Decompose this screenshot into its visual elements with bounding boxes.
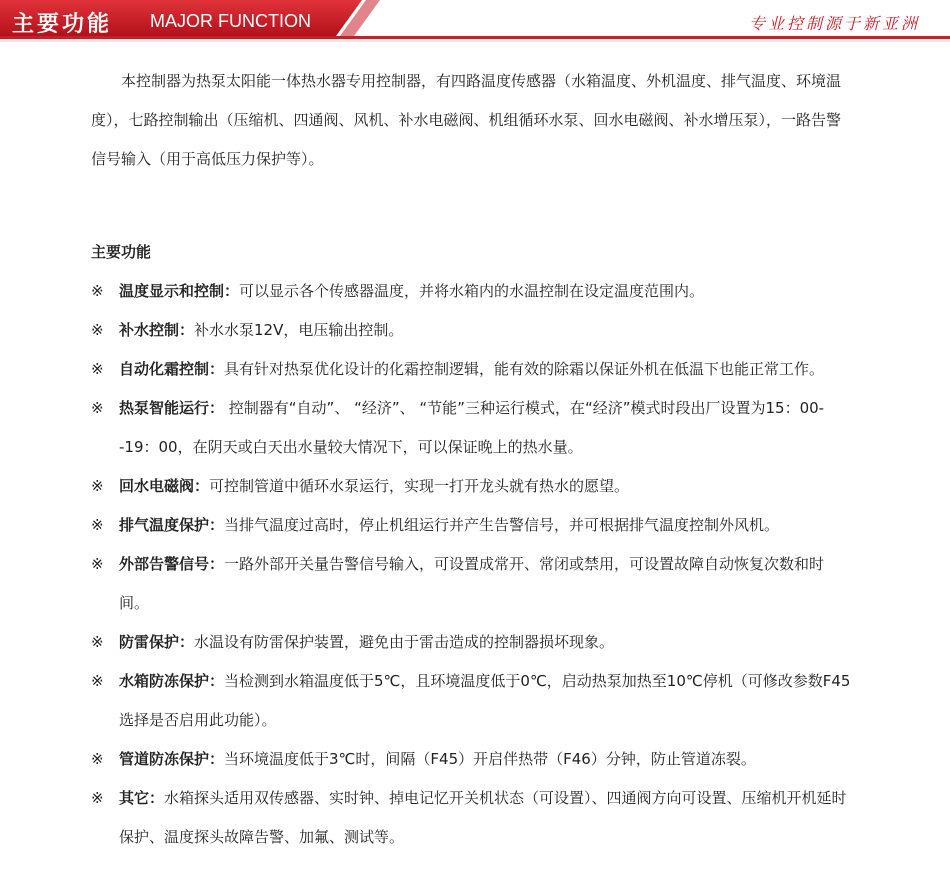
feature-label: 防雷保护： <box>119 633 195 651</box>
feature-text: 水箱探头适用双传感器、实时钟、掉电记忆开关机状态（可设置）、四通阀方向可设置、压缩机开机延时保护、温度探头故障告警、加氟、测试等。 <box>119 789 847 846</box>
feature-label: 排气温度保护： <box>119 516 225 534</box>
feature-text: 当检测到水箱温度低于5℃，且环境温度低于0℃，启动热泵加热至10℃停机（可修改参数F45选择是否启用此功能）。 <box>119 672 851 729</box>
feature-item <box>91 662 853 740</box>
feature-text: 水温设有防雷保护装置，避免由于雷击造成的控制器损坏现象。 <box>194 633 615 651</box>
feature-list <box>91 272 853 857</box>
feature-text: 可以显示各个传感器温度，并将水箱内的水温控制在设定温度范围内。 <box>239 282 705 300</box>
feature-text: 补水水泵12V，电压输出控制。 <box>194 321 404 339</box>
feature-label: 外部告警信号： <box>119 555 225 573</box>
bullet-mark: ※ <box>91 282 104 300</box>
feature-text: 当排气温度过高时，停止机组运行并产生告警信号，并可根据排气温度控制外风机。 <box>224 516 780 534</box>
feature-label: 水箱防冻保护： <box>119 672 225 690</box>
intro-paragraph: 本控制器为热泵太阳能一体热水器专用控制器，有四路温度传感器（水箱温度、外机温度、排气温度、环境温度），七路控制输出（压缩机、四通阀、风机、补水电磁阀、机组循环水泵、回水电磁阀、补水增压泵），一路告警信号输入（用于高低压力保护等）。 <box>91 72 842 168</box>
feature-text: 控制器有“自动”、 “经济”、 “节能”三种运行模式，在“经济”模式时段出厂设置为15：00--19：00，在阴天或白天出水量较大情况下，可以保证晚上的热水量。 <box>119 399 825 456</box>
feature-item <box>91 350 853 389</box>
bullet-mark: ※ <box>91 789 104 807</box>
main-content <box>91 62 853 857</box>
feature-text: 可控制管道中循环水泵运行，实现一打开龙头就有热水的愿望。 <box>209 477 630 495</box>
banner-title-en: MAJOR FUNCTION <box>150 11 311 31</box>
bullet-mark: ※ <box>91 750 104 768</box>
feature-label: 热泵智能运行： <box>119 399 225 417</box>
banner-shadow <box>0 39 950 42</box>
feature-text: 具有针对热泵优化设计的化霜控制逻辑，能有效的除霜以保证外机在低温下也能正常工作。 <box>224 360 825 378</box>
feature-label: 其它： <box>119 789 165 807</box>
feature-item <box>91 311 853 350</box>
section-title: 主要功能 <box>91 243 152 261</box>
feature-text: 当环境温度低于3℃时，间隔（F45）开启伴热带（F46）分钟，防止管道冻裂。 <box>224 750 756 768</box>
feature-item <box>91 506 853 545</box>
feature-label: 自动化霜控制： <box>119 360 225 378</box>
feature-text: 一路外部开关量告警信号输入，可设置成常开、常闭或禁用，可设置故障自动恢复次数和时间。 <box>119 555 825 612</box>
feature-item <box>91 389 853 467</box>
bullet-mark: ※ <box>91 516 104 534</box>
feature-label: 管道防冻保护： <box>119 750 225 768</box>
feature-label: 补水控制： <box>119 321 195 339</box>
bullet-mark: ※ <box>91 360 104 378</box>
bullet-mark: ※ <box>91 321 104 339</box>
bullet-mark: ※ <box>91 633 104 651</box>
banner-underline <box>0 36 950 39</box>
feature-item <box>91 272 853 311</box>
bullet-mark: ※ <box>91 555 104 573</box>
bullet-mark: ※ <box>91 399 104 417</box>
feature-item <box>91 545 853 623</box>
header-banner <box>0 0 950 44</box>
banner-title-cn: 主要功能 <box>12 11 113 37</box>
banner-slogan: 专业控制源于新亚洲 <box>748 14 920 33</box>
feature-item <box>91 740 853 779</box>
feature-label: 温度显示和控制： <box>119 282 240 300</box>
feature-item <box>91 467 853 506</box>
bullet-mark: ※ <box>91 477 104 495</box>
feature-item <box>91 623 853 662</box>
feature-label: 回水电磁阀： <box>119 477 210 495</box>
bullet-mark: ※ <box>91 672 104 690</box>
feature-item <box>91 779 853 857</box>
